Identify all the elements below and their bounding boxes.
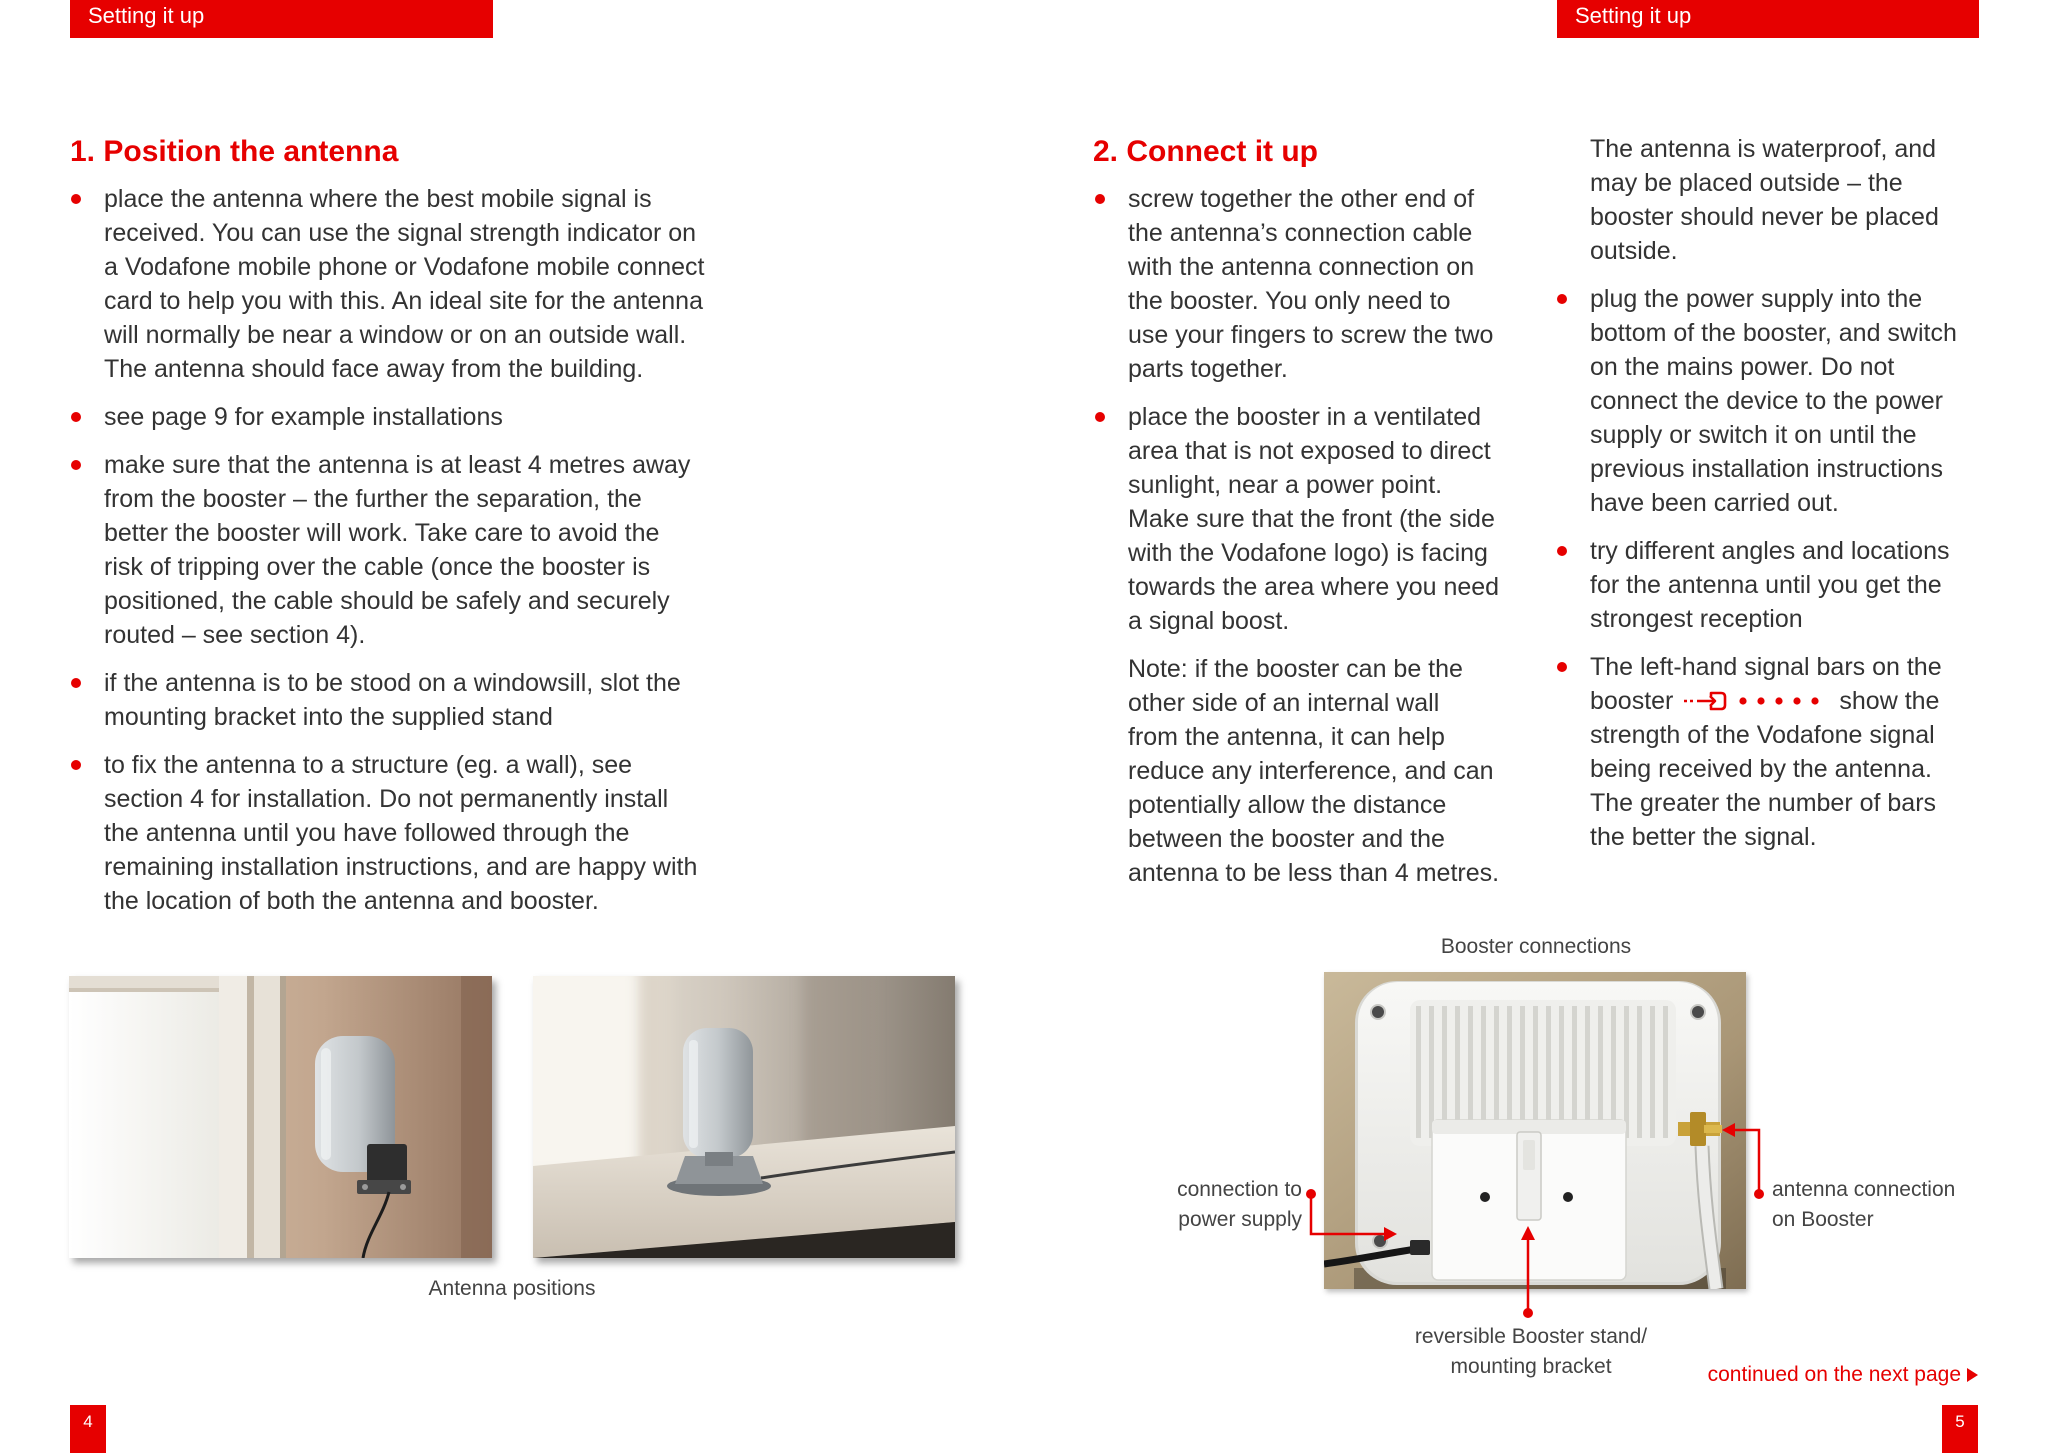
window-frame (69, 976, 286, 1258)
bullet-text: place the antenna where the best mobile signal is received. You can use the signal strength indicator on a Vodafone mobile phone or Vodafone mobile connect card to help you with this. An ideal site for the antenna will normally be near a window or on an outside wall. The antenna should face away from the building. (104, 185, 705, 383)
next-page-arrow-icon (1967, 1368, 1978, 1382)
antenna-connection-label: antenna connection on Booster (1772, 1178, 1956, 1231)
bullet-dot-icon (71, 194, 81, 204)
continued-next-page (1628, 1361, 1978, 1389)
section-title-connect-it-up: 2. Connect it up (1093, 135, 1318, 168)
connect-instructions-column-1 (1094, 182, 1544, 904)
header-bar-right (1557, 0, 1979, 38)
bullet-item (70, 182, 810, 386)
bullet-dot-icon (71, 412, 81, 422)
bullet-list (1556, 282, 2026, 854)
photo-caption: Antenna positions (428, 1277, 596, 1300)
antenna (683, 1028, 753, 1158)
bullet-text: see page 9 for example installations (104, 403, 503, 431)
bullet-text: try different angles and locations for the antenna until you get the strongest reception (1590, 537, 1950, 633)
page-number-right: 5 (1942, 1405, 1978, 1453)
bullet-text: screw together the other end of the antenna’s connection cable with the antenna connection on the booster. You only need to use your fingers to screw the two parts together. (1128, 185, 1494, 383)
connect-instructions-column-2 (1556, 132, 2026, 868)
bullet-item (1094, 182, 1544, 386)
bullet-item (1556, 534, 2026, 636)
bullet-dot-icon (1095, 194, 1105, 204)
bullet-item (1094, 400, 1544, 638)
signal-bars-icon (1683, 689, 1819, 713)
booster-stand-label: reversible Booster stand/ mounting bracket (1414, 1325, 1648, 1378)
header-title: Setting it up (88, 3, 205, 28)
bullet-dot-icon (1095, 412, 1105, 422)
bullet-list (1094, 182, 1544, 638)
bullet-item (70, 400, 810, 434)
bullet-dot-icon (71, 678, 81, 688)
booster-connections-photo (1324, 972, 1746, 1289)
bullet-dot-icon (1557, 546, 1567, 556)
section-title-position-antenna: 1. Position the antenna (70, 135, 399, 168)
bullet-text: if the antenna is to be stood on a windowsill, slot the mounting bracket into the supplied stand (104, 669, 681, 731)
power-supply-label: connection to power supply (1177, 1178, 1302, 1231)
bullet-text: plug the power supply into the bottom of the booster, and switch on the mains power. Do not connect the device to the power supply or switch it on until the previous installation instructions have been carried out. (1590, 285, 1957, 517)
antenna-windowsill-photo (533, 976, 955, 1258)
diagram-title: Booster connections (1440, 935, 1632, 958)
antenna-wall-photo (69, 976, 492, 1258)
bullet-dot-icon (71, 760, 81, 770)
header-bar-left (70, 0, 493, 38)
bullet-item (70, 666, 810, 734)
signal-text-after: show the strength of the Vodafone signal being received by the antenna. The greater the number of bars the better the signal. (1590, 687, 1940, 851)
bullet-item (1556, 650, 2026, 854)
page-number-left: 4 (70, 1405, 106, 1453)
bullet-text: make sure that the antenna is at least 4 metres away from the booster – the further the separation, the better the booster will work. Take care to avoid the risk of tripping over the cable (once the booster is positioned, the cable should be safely and securely routed – see section 4). (104, 451, 691, 649)
header-title: Setting it up (1575, 3, 1692, 28)
wall-trim (461, 976, 492, 1258)
bullet-item (70, 748, 810, 918)
continued-text: continued on the next page (1707, 1363, 1961, 1386)
booster-stand (1432, 1120, 1626, 1280)
bullet-item (1556, 282, 2026, 520)
bullet-item (70, 448, 810, 652)
bullet-list (70, 182, 810, 918)
bullet-text (1590, 653, 1942, 851)
interference-note: Note: if the booster can be the other side of an internal wall from the antenna, it can help reduce any interference, and can potentially allow the distance between the booster and the antenna to be less than 4 metres. (1128, 655, 1500, 887)
bullet-dot-icon (71, 460, 81, 470)
waterproof-note: The antenna is waterproof, and may be placed outside – the booster should never be placed outside. (1590, 135, 1939, 265)
bullet-dot-icon (1557, 294, 1567, 304)
signal-text-before: The left-hand signal bars on the booster (1590, 653, 1942, 715)
bullet-text: to fix the antenna to a structure (eg. a wall), see section 4 for installation. Do not permanently install the antenna until you have followed through the remaining installation instructions, and are happy with the location of both the antenna and booster. (104, 751, 698, 915)
position-antenna-instructions (70, 182, 810, 932)
bullet-text: place the booster in a ventilated area that is not exposed to direct sunlight, near a power point. Make sure that the front (the side with the Vodafone logo) is facing towards the area where you need a signal boost. (1128, 403, 1500, 635)
bullet-dot-icon (1557, 662, 1567, 672)
